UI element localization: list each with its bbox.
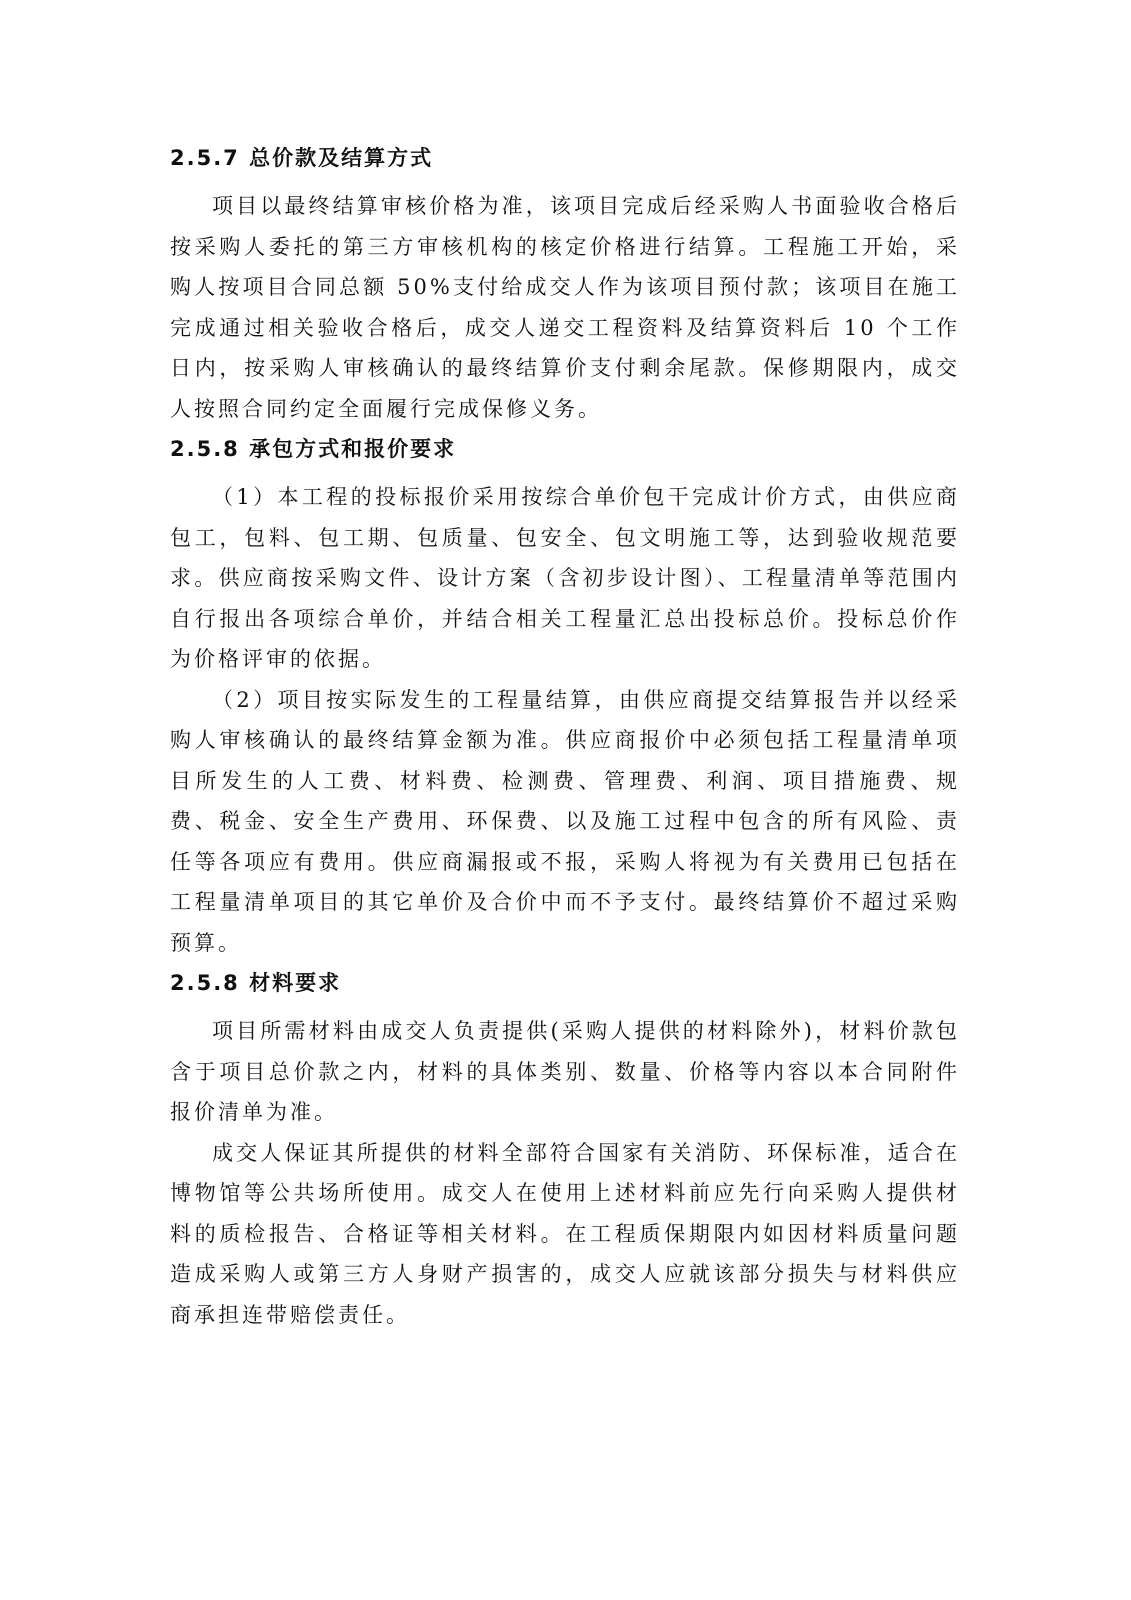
paragraph: 项目所需材料由成交人负责提供(采购人提供的材料除外)，材料价款包含于项目总价款之内，材料的具体类别、数量、价格等内容以本合同附件报价清单为准。	[170, 1019, 960, 1124]
section-2-5-8-materials	[170, 963, 960, 1335]
paragraph: 成交人保证其所提供的材料全部符合国家有关消防、环保标准，适合在博物馆等公共场所使用。成交人在使用上述材料前应先行向采购人提供材料的质检报告、合格证等相关材料。在工程质保期限内如因材料质量问题造成采购人或第三方人身财产损害的，成交人应就该部分损失与材料供应商承担连带赔偿责任。	[170, 1140, 960, 1327]
section-2-5-7	[170, 138, 960, 429]
paragraph: 项目以最终结算审核价格为准，该项目完成后经采购人书面验收合格后按采购人委托的第三方审核机构的核定价格进行结算。工程施工开始，采购人按项目合同总额 50%支付给成交人作为该项目预付款；该项目在施工完成通过相关验收合格后，成交人递交工程资料及结算资料后 10 个工作日内，按采购人审核确认的最终结算价支付剩余尾款。保修期限内，成交人按照合同约定全面履行完成保修义务。	[170, 194, 960, 421]
document-page	[170, 138, 960, 1335]
paragraph: （1）本工程的投标报价采用按综合单价包干完成计价方式，由供应商包工，包料、包工期、包质量、包安全、包文明施工等，达到验收规范要求。供应商按采购文件、设计方案（含初步设计图）、工程量清单等范围内自行报出各项综合单价，并结合相关工程量汇总出投标总价。投标总价作为价格评审的依据。	[170, 485, 960, 671]
section-2-5-8-contract	[170, 429, 960, 963]
section-heading: 2.5.8 材料要求	[170, 971, 342, 995]
section-heading: 2.5.8 承包方式和报价要求	[170, 437, 457, 461]
section-heading: 2.5.7 总价款及结算方式	[170, 146, 434, 170]
paragraph: （2）项目按实际发生的工程量结算，由供应商提交结算报告并以经采购人审核确认的最终结算金额为准。供应商报价中必须包括工程量清单项目所发生的人工费、材料费、检测费、管理费、利润、项目措施费、规费、税金、安全生产费用、环保费、以及施工过程中包含的所有风险、责任等各项应有费用。供应商漏报或不报，采购人将视为有关费用已包括在工程量清单项目的其它单价及合价中而不予支付。最终结算价不超过采购预算。	[170, 687, 960, 955]
